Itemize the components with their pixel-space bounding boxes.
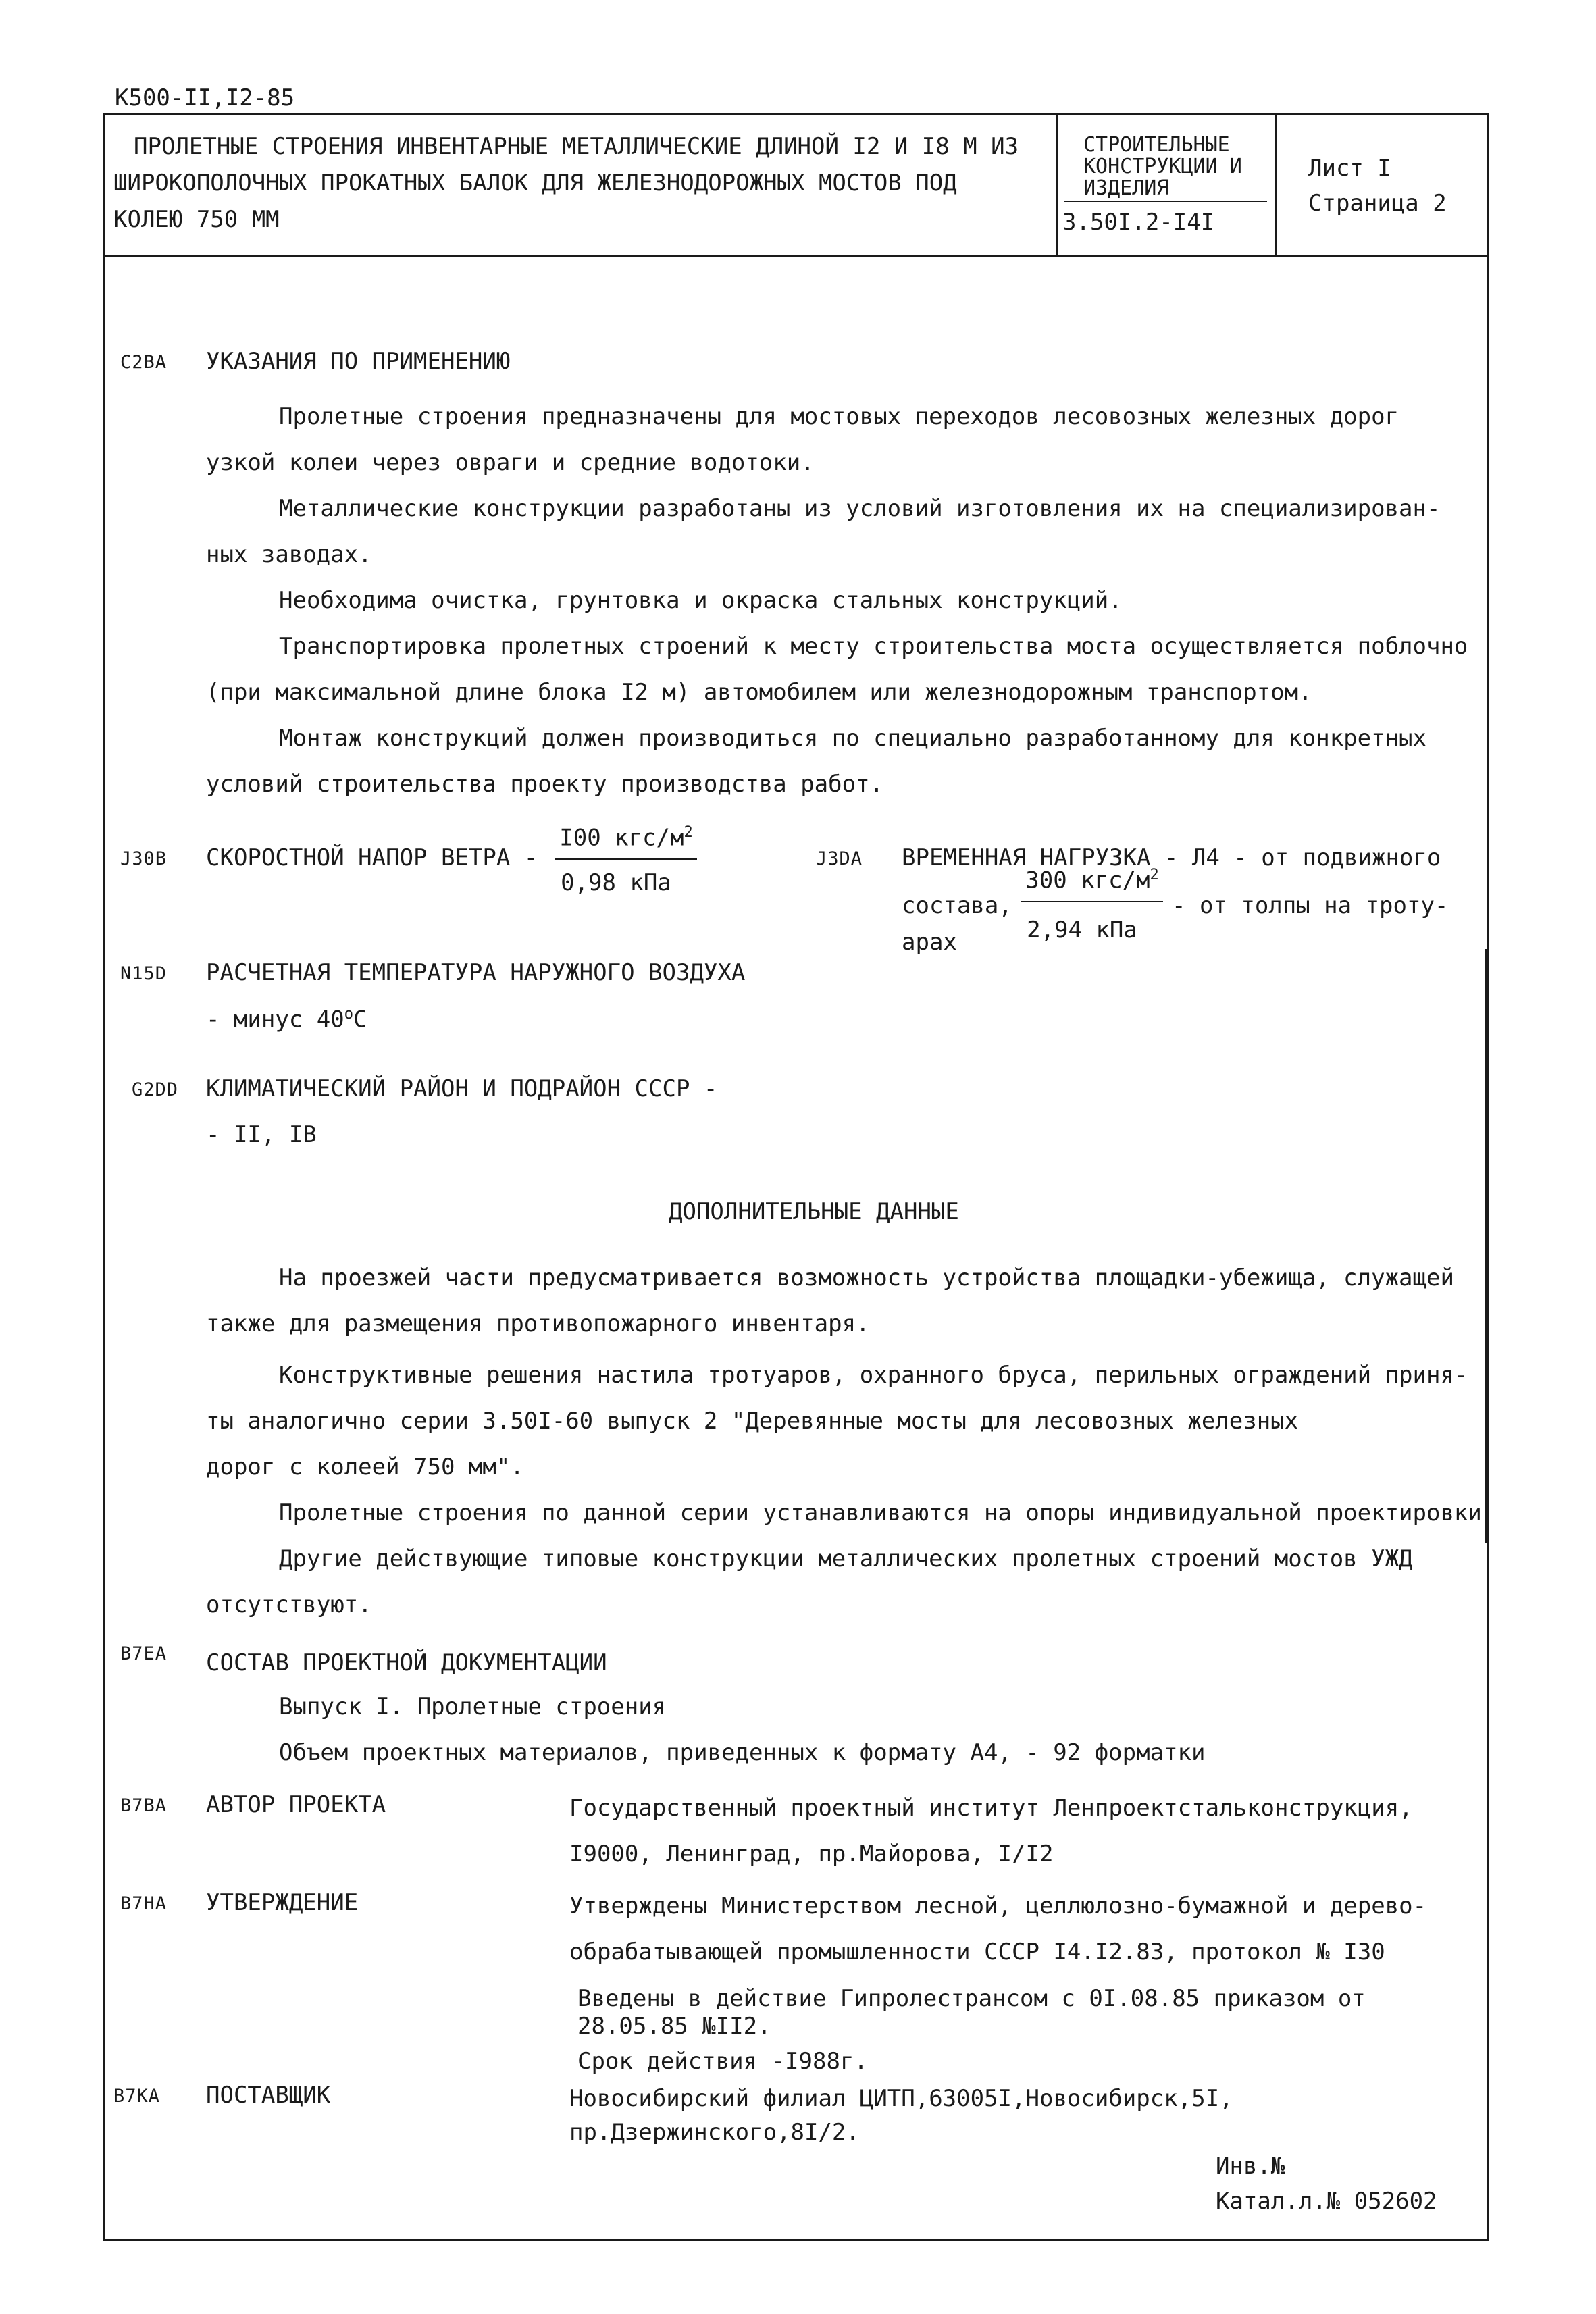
load-label: ВРЕМЕННАЯ НАГРУЗКА - Л4 - от подвижного [902,844,1441,871]
section-code: В7ВА [120,1795,168,1816]
load-text: состава, [902,892,1012,919]
sheet-number: Лист I [1308,155,1391,182]
section-code: J30В [120,848,168,869]
usage-heading: УКАЗАНИЯ ПО ПРИМЕНЕНИЮ [206,348,511,375]
text-line: Объем проектных материалов, приведенных к формату А4, - 92 форматки [279,1739,1206,1766]
text-line: (при максимальной длине блока I2 м) автомобилем или железнодорожным транспортом. [206,679,1312,706]
text-line: Государственный проектный институт Ленпроектстальконструкция, [569,1795,1413,1822]
wind-denominator: 0,98 кПа [561,869,671,896]
text-line: Новосибирский филиал ЦИТП,63005I,Новосибирск,5I, [569,2085,1233,2112]
category-line: СТРОИТЕЛЬНЫЕ [1083,133,1230,157]
title-line: КОЛЕЮ 750 ММ [113,206,280,233]
section-code: С2ВА [120,352,168,373]
approval-label: УТВЕРЖДЕНИЕ [206,1889,359,1916]
wind-numerator: I00 кгс/$м^2$ [559,824,693,852]
text-line: Монтаж конструкций должен производиться по специально разработанному для конкретных [279,725,1426,752]
text-line: Введены в действие Гипролестрансом с 0I.08.85 приказом от [577,1985,1366,2012]
header-col-divider-1 [1056,113,1058,257]
supplier-label: ПОСТАВЩИК [206,2082,331,2109]
text-line: ты аналогично серии 3.50I-60 выпуск 2 "Деревянные мосты для лесовозных железных [206,1408,1299,1435]
category-line: КОНСТРУКЦИИ И [1083,155,1242,178]
section-code: В7КА [113,2086,161,2107]
load-numerator: 300 кгс/$м^2$ [1025,867,1159,894]
composition-heading: СОСТАВ ПРОЕКТНОЙ ДОКУМЕНТАЦИИ [206,1649,607,1676]
text-line: Металлические конструкции разработаны из условий изготовления их на специализирован- [279,495,1441,522]
temperature-label: РАСЧЕТНАЯ ТЕМПЕРАТУРА НАРУЖНОГО ВОЗДУХА [206,959,746,986]
text-line: также для размещения противопожарного инвентаря. [206,1310,870,1337]
text-line: Другие действующие типовые конструкции металлических пролетных строений мостов УЖД [279,1545,1413,1572]
section-code: В7НА [120,1893,168,1914]
load-fraction-bar [1021,901,1163,902]
category-line: ИЗДЕЛИЯ [1083,176,1169,200]
section-code: J3DА [816,848,863,869]
section-code: N15D [120,963,168,984]
text-line: На проезжей части предусматривается возможность устройства площадки-убежища, служащей [279,1264,1454,1291]
document-code: К500-II,I2-85 [115,84,295,111]
wind-label: СКОРОСТНОЙ НАПОР ВЕТРА - [206,844,538,871]
text-line: I9000, Ленинград, пр.Майорова, I/I2 [569,1841,1054,1868]
climate-value: - II, IВ [206,1121,317,1148]
inventory-number: Инв.№ [1216,2153,1285,2180]
wind-fraction-bar [555,858,697,860]
series-number: 3.50I.2-I4I [1062,209,1215,236]
text-line: узкой колеи через овраги и средние водотоки. [206,449,815,476]
title-line: ШИРОКОПОЛОЧНЫХ ПРОКАТНЫХ БАЛОК ДЛЯ ЖЕЛЕЗНОДОРОЖНЫХ МОСТОВ ПОД [113,170,957,197]
load-text: арах [902,929,957,956]
text-line: Пролетные строения по данной серии устанавливаются на опоры индивидуальной проектировки [279,1499,1482,1526]
additional-heading: ДОПОЛНИТЕЛЬНЫЕ ДАННЫЕ [669,1198,959,1225]
page-frame [103,113,1489,2241]
text-line: Пролетные строения предназначены для мостовых переходов лесовозных железных дорог [279,403,1399,430]
category-underline [1064,201,1267,202]
author-label: АВТОР ПРОЕКТА [206,1791,386,1818]
text-line: условий строительства проекту производства работ. [206,771,884,798]
header-divider [103,255,1489,257]
text-line: 28.05.85 №II2. [577,2013,771,2040]
page-number: Страница 2 [1308,190,1447,217]
section-code: G2DD [132,1079,179,1100]
text-line: Необходима очистка, грунтовка и окраска стальных конструкций. [279,587,1123,614]
load-denominator: 2,94 кПа [1027,917,1137,944]
catalog-number: Катал.л.№ 052602 [1216,2188,1437,2215]
climate-label: КЛИМАТИЧЕСКИЙ РАЙОН И ПОДРАЙОН СССР - [206,1075,718,1102]
text-line: Транспортировка пролетных строений к месту строительства моста осуществляется поблочно [279,633,1468,660]
temperature-value: - минус $40^оС$ [206,1006,367,1033]
text-line: Срок действия -I988г. [577,2048,868,2075]
section-code: В7ЕА [120,1643,168,1664]
title-line: ПРОЛЕТНЫЕ СТРОЕНИЯ ИНВЕНТАРНЫЕ МЕТАЛЛИЧЕСКИЕ ДЛИНОЙ I2 И I8 М ИЗ [134,133,1019,160]
text-line: ных заводах. [206,541,372,568]
text-line: отсутствуют. [206,1591,372,1618]
text-line: дорог с колеей 750 мм". [206,1454,524,1481]
text-line: Конструктивные решения настила тротуаров, охранного бруса, перильных ограждений приня- [279,1362,1468,1389]
text-line: обрабатывающей промышленности СССР I4.I2.83, протокол № I30 [569,1938,1385,1965]
header-col-divider-2 [1275,113,1277,257]
load-text: - от толпы на троту- [1172,892,1449,919]
text-line: пр.Дзержинского,8I/2. [569,2119,860,2146]
text-line: Выпуск I. Пролетные строения [279,1693,667,1720]
margin-rule [1485,949,1487,1543]
text-line: Утверждены Министерством лесной, целлюлозно-бумажной и дерево- [569,1893,1427,1920]
